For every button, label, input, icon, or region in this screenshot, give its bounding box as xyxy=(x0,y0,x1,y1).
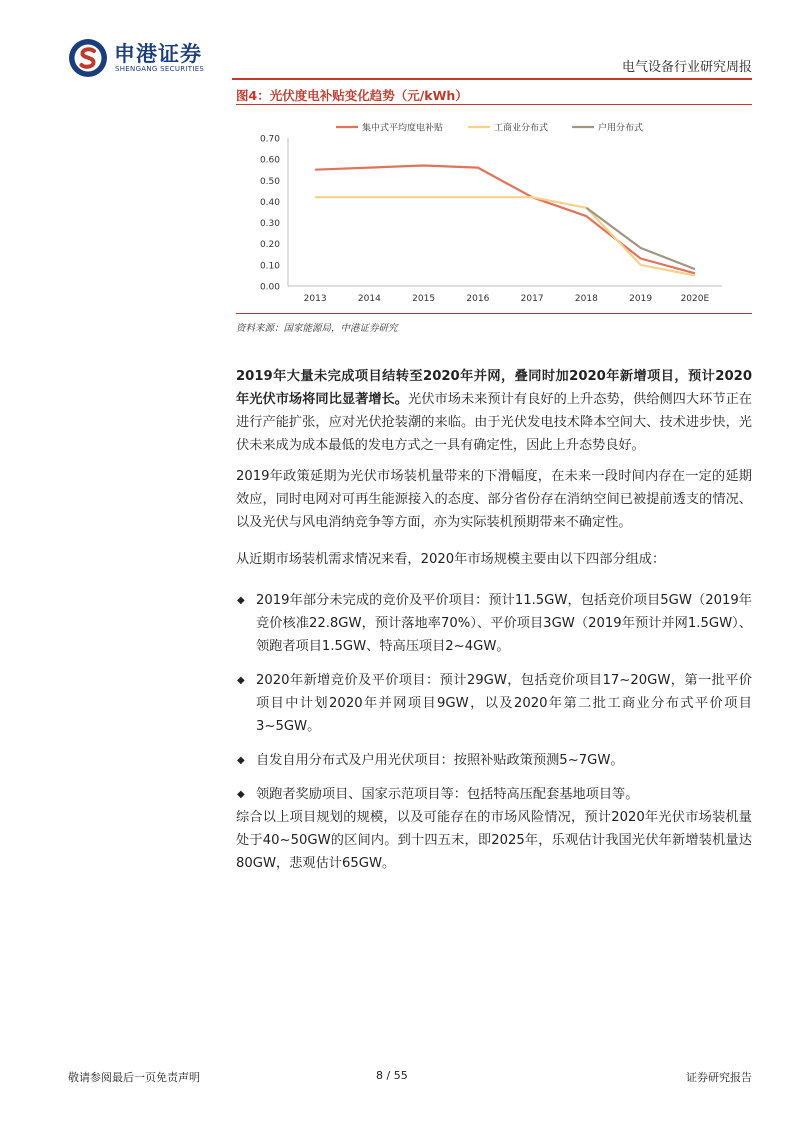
page-number: 8 / 55 xyxy=(376,1069,408,1082)
series-line-2 xyxy=(315,197,695,275)
list-item-text: 2019年部分未完成的竞价及平价项目：预计11.5GW，包括竞价项目5GW（2019年竞价核准22.8GW，预计落地率70%）、平价项目3GW（2019年预计并网1.5GW）、领跑者项目1.5GW、特高压项目2~4GW。 xyxy=(256,593,752,654)
footer-disclaimer: 敬请参阅最后一页免责声明 xyxy=(68,1071,200,1084)
y-tick-label: 0.20 xyxy=(259,240,280,251)
diamond-bullet-icon: ◆ xyxy=(237,595,245,606)
footer-label: 证券研究报告 xyxy=(686,1071,752,1084)
figure-bottom-rule xyxy=(236,313,752,314)
logo-text-en: SHENGANG SECURITIES xyxy=(115,65,205,73)
figure-title: 图4：光伏度电补贴变化趋势（元/kWh） xyxy=(236,88,468,103)
subsidy-line-chart xyxy=(236,108,752,308)
x-tick-label: 2019 xyxy=(629,294,653,304)
y-tick-label: 0.10 xyxy=(259,261,280,272)
y-tick-label: 0.70 xyxy=(259,134,280,145)
list-item xyxy=(236,783,752,806)
x-tick-label: 2020E xyxy=(680,294,710,304)
x-tick-label: 2018 xyxy=(574,294,598,304)
list-item xyxy=(236,749,752,772)
y-tick-label: 0.50 xyxy=(259,176,280,187)
x-tick-label: 2017 xyxy=(520,294,544,304)
paragraph-outlook xyxy=(236,365,752,457)
x-tick-label: 2013 xyxy=(303,294,327,304)
paragraph-policy: 2019年政策延期为光伏市场装机量带来的下滑幅度，在未来一段时间内存在一定的延期效应，同时电网对可再生能源接入的态度、部分省份存在消纳空间已被提前透支的情况、以及光伏与风电消纳竞争等方面，亦为实际装机预期带来不确定性。 xyxy=(236,469,752,530)
list-item-text: 自发自用分布式及户用光伏项目：按照补贴政策预测5~7GW。 xyxy=(256,753,624,768)
paragraph-outlook-body: 光伏市场未来预计有良好的上升态势，供给侧四大环节正在进行产能扩张，应对光伏抢装潮的来临。由于光伏发电技术降本空间大、技术进步快，光伏未来成为成本最低的发电方式之一具有确定性，因此上升态势良好。 xyxy=(236,392,752,453)
diamond-bullet-icon: ◆ xyxy=(237,675,245,686)
y-tick-label: 0.30 xyxy=(259,219,280,230)
logo-text-cn: 申港证券 xyxy=(114,42,202,66)
figure-source: 资料来源：国家能源局，中港证券研究 xyxy=(236,323,398,334)
x-tick-label: 2015 xyxy=(412,294,436,304)
report-type-title: 电气设备行业研究周报 xyxy=(621,60,752,75)
x-tick-label: 2016 xyxy=(466,294,490,304)
diamond-bullet-icon: ◆ xyxy=(237,789,245,800)
paragraph-outlook-lead: 2019年大量未完成项目结转至2020年并网，叠同时加2020年新增项目，预计2020年光伏市场将同比显著增长。 xyxy=(236,369,752,407)
paragraph-conclusion: 综合以上项目规划的规模，以及可能存在的市场风险情况，预计2020年光伏市场装机量处于40~50GW的区间内。到十四五末，即2025年，乐观估计我国光伏年新增装机量达80GW，悲观估计65GW。 xyxy=(236,810,752,871)
demand-bullet-list xyxy=(236,589,752,817)
y-tick-label: 0.60 xyxy=(259,155,280,166)
series-line-3 xyxy=(586,208,695,269)
list-item-text: 领跑者奖励项目、国家示范项目等：包括特高压配套基地项目等。 xyxy=(256,787,639,802)
logo-emblem-icon xyxy=(68,38,108,78)
company-logo xyxy=(68,36,218,80)
header-divider xyxy=(232,78,752,80)
y-tick-label: 0.40 xyxy=(259,197,280,208)
list-item-text: 2020年新增竞价及平价项目：预计29GW，包括竞价项目17~20GW，第一批平价项目中计划2020年并网项目9GW，以及2020年第二批工商业分布式平价项目3~5GW。 xyxy=(256,673,752,734)
diamond-bullet-icon: ◆ xyxy=(237,755,245,766)
legend-label: 户用分布式 xyxy=(598,123,644,134)
x-tick-label: 2014 xyxy=(357,294,381,304)
legend-label: 工商业分布式 xyxy=(494,123,549,134)
figure-top-rule xyxy=(236,104,752,105)
series-line-1 xyxy=(315,166,695,274)
list-item xyxy=(236,589,752,658)
paragraph-demand-intro: 从近期市场装机需求情况来看，2020年市场规模主要由以下四部分组成： xyxy=(236,552,666,567)
legend-label: 集中式平均度电补贴 xyxy=(362,123,444,134)
y-tick-label: 0.00 xyxy=(259,282,280,293)
list-item xyxy=(236,669,752,738)
